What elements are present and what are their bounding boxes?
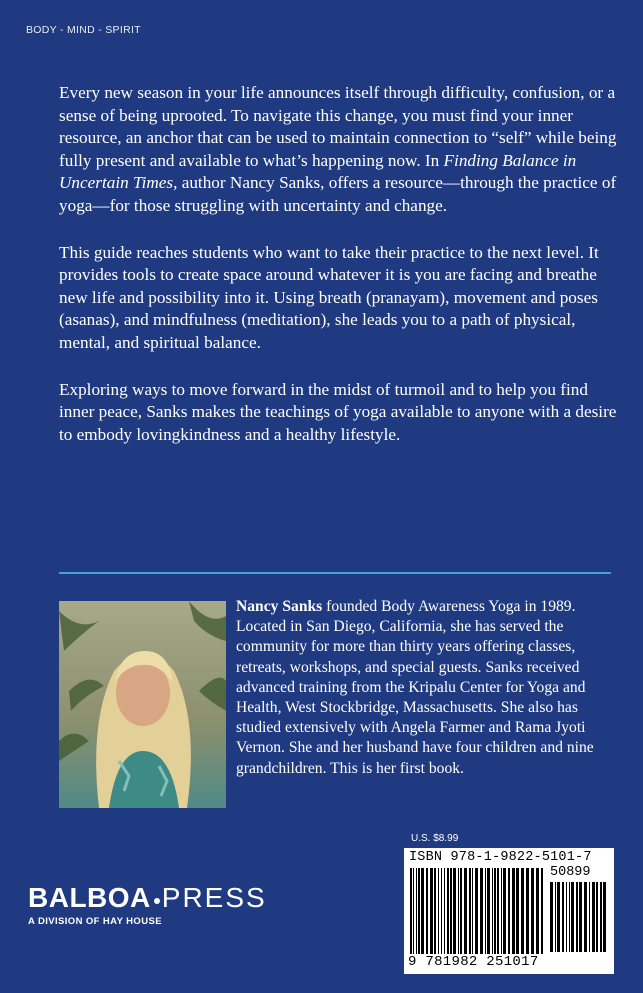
barcode-bar bbox=[526, 868, 529, 954]
author-photo bbox=[59, 601, 226, 808]
barcode-bar bbox=[430, 868, 433, 954]
barcode-bar bbox=[536, 868, 539, 954]
barcode-bar bbox=[441, 868, 442, 954]
barcode-bar bbox=[576, 882, 578, 952]
section-divider bbox=[59, 572, 611, 574]
barcode-bar bbox=[503, 868, 506, 954]
barcode-bar bbox=[475, 868, 478, 954]
barcode-bar bbox=[600, 882, 602, 952]
barcode-bar bbox=[516, 868, 519, 954]
ean-barcode-bars bbox=[410, 868, 544, 954]
barcode-bar bbox=[592, 882, 595, 952]
description-paragraph-2: This guide reaches students who want to take their practice to the next level. It provides tools to create space around whatever it is you are facing and breathe new life and possibility into it. Using breath (pranayam), movement and poses (asanas), and mindfulness (meditation), she leads you to a path of physical, mental, and spiritual balance. bbox=[59, 242, 599, 352]
barcode-bar bbox=[487, 868, 490, 954]
publisher-name-bold: BALBOA bbox=[28, 882, 151, 913]
barcode-bar bbox=[531, 868, 534, 954]
book-description bbox=[59, 82, 619, 470]
barcode-bar bbox=[434, 868, 436, 954]
barcode-bar bbox=[450, 868, 452, 954]
ean-digits: 9 781982 251017 bbox=[408, 954, 539, 970]
barcode-bar bbox=[460, 868, 462, 954]
author-name: Nancy Sanks bbox=[236, 598, 323, 615]
isbn-barcode bbox=[404, 848, 614, 974]
barcode-bar bbox=[410, 868, 412, 954]
barcode-bar bbox=[501, 868, 502, 954]
barcode-bar bbox=[541, 868, 543, 954]
isbn-text: ISBN 978-1-9822-5101-7 bbox=[409, 850, 592, 865]
barcode-bar bbox=[550, 882, 553, 952]
barcode-bar bbox=[596, 882, 598, 952]
price-barcode-bars bbox=[550, 882, 608, 952]
barcode-bar bbox=[458, 868, 459, 954]
author-bio-text: founded Body Awareness Yoga in 1989. Located in San Diego, California, she has served the community for more than thirty years offering classes, retreats, workshops, and special guests. Sanks received advanced training from the Kripalu Center for Yoga and Health, West Stockbridge, Massachusetts. She also has studied extensively with Angela Farmer and Rama Jyoti Vernon. She and her husband have four children and nine grandchildren. This is her first book. bbox=[236, 598, 594, 777]
barcode-bar bbox=[453, 868, 456, 954]
barcode-bar bbox=[569, 882, 570, 952]
barcode-bar bbox=[589, 882, 590, 952]
barcode-bar bbox=[566, 882, 567, 952]
author-portrait-illustration bbox=[59, 601, 226, 808]
author-bio bbox=[236, 597, 621, 779]
barcode-bar bbox=[492, 868, 493, 954]
publisher-wordmark bbox=[28, 883, 267, 913]
barcode-bar bbox=[438, 868, 439, 954]
barcode-bar bbox=[464, 868, 467, 954]
barcode-bar bbox=[469, 868, 471, 954]
barcode-bar bbox=[579, 882, 582, 952]
barcode-bar bbox=[584, 882, 587, 952]
publisher-logo bbox=[28, 883, 267, 927]
price-code: 50899 bbox=[550, 865, 591, 880]
paragraph-1-end: author Nancy Sanks, offers a resource—through the practice of yoga—for those struggling with uncertainty and change. bbox=[59, 173, 617, 215]
barcode-bar bbox=[571, 882, 574, 952]
barcode-bar bbox=[521, 868, 524, 954]
barcode-bar bbox=[447, 868, 449, 954]
barcode-bar bbox=[494, 868, 496, 954]
barcode-bar bbox=[426, 868, 428, 954]
barcode-bar bbox=[416, 868, 417, 954]
barcode-bar bbox=[512, 868, 515, 954]
description-paragraph-1 bbox=[59, 82, 619, 218]
barcode-bar bbox=[557, 882, 560, 952]
barcode-bar bbox=[562, 882, 564, 952]
publisher-division: A DIVISION OF HAY HOUSE bbox=[28, 916, 162, 927]
barcode-bar bbox=[472, 868, 473, 954]
barcode-bar bbox=[418, 868, 420, 954]
barcode-bar bbox=[413, 868, 414, 954]
barcode-bar bbox=[603, 882, 606, 952]
barcode-bar bbox=[497, 868, 499, 954]
barcode-bar bbox=[555, 882, 556, 952]
book-title-italic: Finding Balance in Uncertain Times, bbox=[59, 150, 577, 193]
barcode-bar bbox=[444, 868, 445, 954]
logo-dot bbox=[154, 898, 160, 904]
paragraph-1-intro: Every new season in your life announces itself through difficulty, confusion, or a sense of being uprooted. To navigate this change, you must find your inner resource, an anchor that can be used to maintain connection to “self” while being fully present and available to what’s happening now. In bbox=[59, 83, 617, 170]
barcode-bar bbox=[480, 868, 483, 954]
barcode-bar bbox=[485, 868, 486, 954]
barcode-bar bbox=[508, 868, 510, 954]
category-label: BODY - MIND - SPIRIT bbox=[26, 24, 141, 36]
description-paragraph-3: Exploring ways to move forward in the midst of turmoil and to help you find inner peace, Sanks makes the teachings of yoga available to anyone with a desire to embody lovingkindness and a healthy lifestyle. bbox=[59, 379, 617, 444]
price-label: U.S. $8.99 bbox=[411, 833, 459, 844]
publisher-name-light: PRESS bbox=[161, 882, 267, 913]
barcode-bar bbox=[421, 868, 424, 954]
